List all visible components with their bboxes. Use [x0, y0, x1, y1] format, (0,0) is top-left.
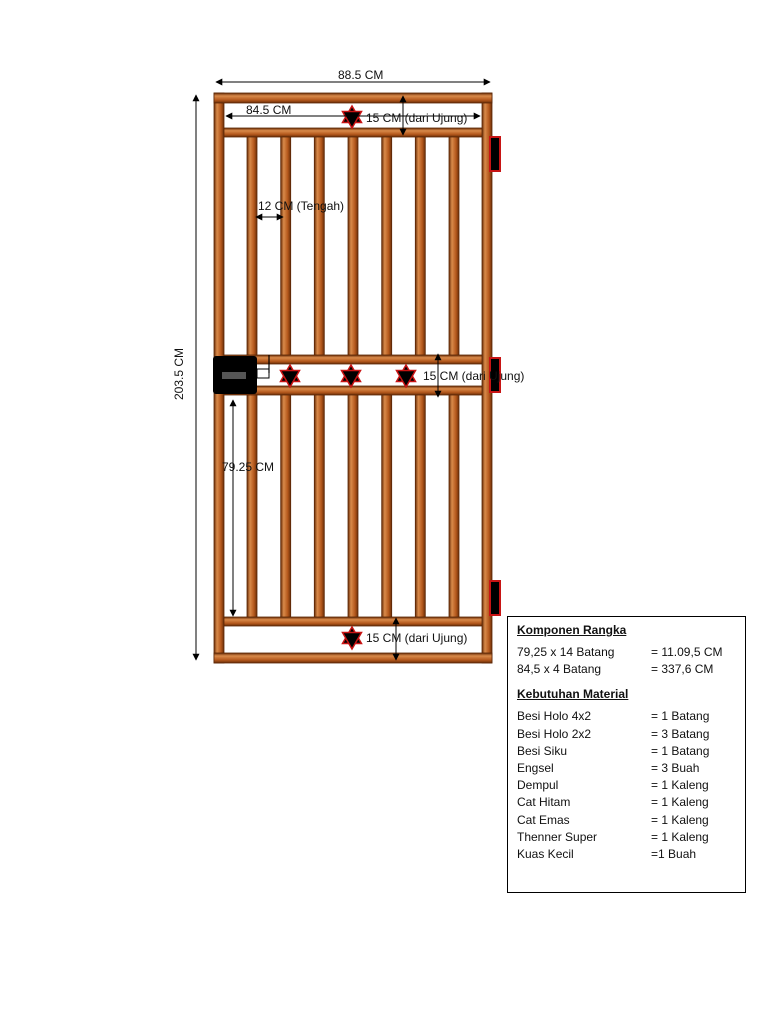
lower-bar-height-label: 79.25 CM [222, 460, 275, 474]
material-row [517, 708, 737, 725]
vertical-bar [415, 395, 425, 617]
bottom-inner-rail [224, 617, 482, 626]
material-label: Dempul [517, 778, 559, 793]
material-value: = 1 Batang [651, 743, 710, 758]
overall-height-label: 203.5 CM [172, 347, 186, 400]
component-row [517, 644, 737, 661]
material-value: = 3 Batang [651, 726, 710, 741]
vertical-bar [382, 137, 392, 355]
material-value: = 1 Batang [651, 709, 710, 724]
material-label: Besi Holo 2x2 [517, 726, 592, 741]
star-marker-icon [342, 365, 361, 387]
material-row [517, 726, 737, 743]
star-marker-icon [343, 627, 362, 649]
lower-vertical-bars [247, 395, 459, 617]
material-label: Thenner Super [517, 829, 598, 844]
material-row [517, 777, 737, 794]
material-row [517, 794, 737, 811]
vertical-bar [382, 395, 392, 617]
component-row [517, 661, 737, 678]
material-row [517, 743, 737, 760]
component-value: = 337,6 CM [651, 662, 714, 677]
star-marker-icon [343, 106, 362, 128]
upper-vertical-bars [247, 137, 459, 355]
star-marker-icon [281, 365, 300, 387]
vertical-bar [247, 137, 257, 355]
material-row [517, 760, 737, 777]
frame-top-rail [214, 93, 492, 103]
vertical-bar [449, 395, 459, 617]
vertical-bar [415, 137, 425, 355]
materials-title: Kebutuhan Material [517, 687, 629, 702]
components-title: Komponen Rangka [517, 623, 627, 637]
material-value: = 1 Kaleng [651, 812, 709, 827]
frame-bottom-rail [214, 653, 492, 663]
material-value: = 1 Kaleng [651, 829, 709, 844]
material-label: Engsel [517, 760, 554, 775]
bar-spacing-label: 12 CM (Tengah) [258, 199, 345, 213]
material-value: = 1 Kaleng [651, 795, 709, 810]
star-marker-icon [397, 365, 416, 387]
material-row [517, 846, 737, 863]
vertical-bar [314, 395, 324, 617]
material-value: = 3 Buah [651, 760, 700, 775]
hinge-icon [490, 581, 500, 615]
middle-upper-rail [224, 355, 482, 364]
material-row [517, 812, 737, 829]
bottom-offset-label: 15 CM (dari Ujung) [366, 631, 468, 645]
material-value: =1 Buah [651, 846, 697, 861]
inner-width-label: 84.5 CM [246, 103, 292, 117]
vertical-bar [348, 395, 358, 617]
middle-offset-label: 15 CM (dari Ujung) [423, 369, 525, 383]
material-row [517, 829, 737, 846]
material-summary-box [507, 616, 746, 893]
hinge-icon [490, 137, 500, 171]
vertical-bar [449, 137, 459, 355]
material-label: Cat Hitam [517, 795, 571, 810]
vertical-bar [247, 395, 257, 617]
material-label: Besi Siku [517, 743, 568, 758]
material-value: = 1 Kaleng [651, 778, 709, 793]
material-label: Besi Holo 4x2 [517, 709, 592, 724]
top-inner-rail [224, 128, 482, 137]
material-label: Kuas Kecil [517, 846, 574, 861]
material-label: Cat Emas [517, 812, 570, 827]
vertical-bar [348, 137, 358, 355]
vertical-bar [314, 137, 324, 355]
vertical-bar [281, 137, 291, 355]
overall-width-label: 88.5 CM [338, 68, 384, 82]
component-label: 79,25 x 14 Batang [517, 645, 615, 659]
middle-lower-rail [224, 386, 482, 395]
vertical-bar [281, 395, 291, 617]
component-label: 84,5 x 4 Batang [517, 662, 602, 677]
top-offset-label: 15 CM (dari Ujung) [366, 111, 468, 125]
component-value: = 11.09,5 CM [651, 645, 723, 659]
